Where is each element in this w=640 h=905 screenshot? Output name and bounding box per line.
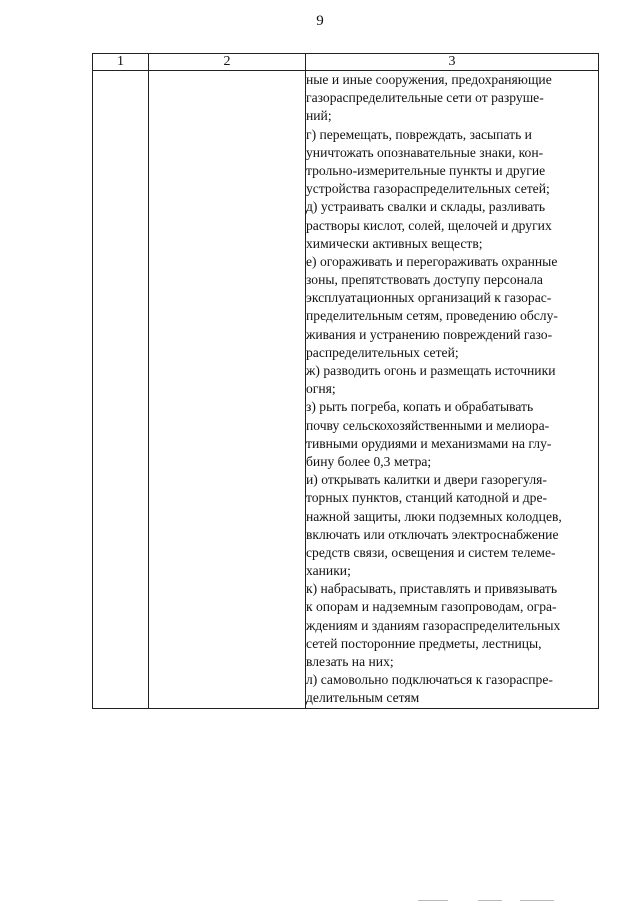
text-line: влезать на них;	[306, 654, 394, 669]
column-header-2: 2	[149, 54, 306, 71]
text-line: устройства газораспределительных сетей;	[306, 181, 550, 197]
column-header-1: 1	[93, 54, 149, 71]
text-line: живания и устранению повреждений газо-	[306, 326, 553, 342]
text-line: ж) разводить огонь и размещать источники	[306, 363, 556, 378]
text-line: ждениям и зданиям газораспределительных	[306, 617, 561, 633]
text-line: к опорам и надземным газопроводам, огра-	[306, 599, 557, 615]
text-line: распределительных сетей;	[306, 344, 459, 360]
text-line: л) самовольно подключаться к газораспре-	[306, 672, 553, 688]
text-line: бину более 0,3 метра;	[306, 453, 432, 469]
text-line: и) открывать калитки и двери газорегуля-	[306, 472, 547, 488]
column-2-cell	[149, 71, 306, 709]
text-line: газораспределительные сети от разруше-	[306, 90, 544, 106]
text-line: з) рыть погреба, копать и обрабатывать	[306, 399, 534, 415]
text-line: растворы кислот, солей, щелочей и других	[306, 217, 552, 233]
text-line: делительным сетям	[306, 690, 420, 706]
text-line: пределительным сетям, проведению обслу-	[306, 308, 558, 324]
scan-artifact	[478, 900, 502, 901]
text-line: нажной защиты, люки подземных колодцев,	[306, 508, 562, 524]
text-line: г) перемещать, повреждать, засыпать и	[306, 126, 532, 142]
text-line: ний;	[306, 108, 332, 124]
page-number: 9	[316, 13, 324, 29]
text-line: ханики;	[306, 563, 351, 579]
text-line: средств связи, освещения и систем телеме-	[306, 544, 556, 560]
text-line: к) набрасывать, приставлять и привязывать	[306, 581, 558, 597]
text-line: огня;	[306, 381, 336, 397]
table-row	[93, 71, 599, 709]
column-3-cell	[306, 71, 599, 709]
text-line: почву сельскохозяйственными и мелиора-	[306, 417, 550, 433]
text-line: торных пунктов, станций катодной и дре-	[306, 490, 548, 506]
text-line: тивными орудиями и механизмами на глу-	[306, 435, 552, 451]
text-line: ные и иные сооружения, предохраняющие	[306, 72, 552, 87]
scan-artifact	[520, 900, 554, 901]
text-line: сетей посторонние предметы, лестницы,	[306, 635, 542, 651]
text-line: эксплуатационных организаций к газорас-	[306, 290, 552, 306]
column-1-cell	[93, 71, 149, 709]
text-line: уничтожать опознавательные знаки, кон-	[306, 144, 544, 160]
table-header-row	[93, 54, 599, 71]
text-line: д) устраивать свалки и склады, разливать	[306, 199, 546, 215]
text-line: е) огораживать и перегораживать охранные	[306, 253, 558, 269]
column-header-3: 3	[306, 54, 599, 71]
text-line: химически активных веществ;	[306, 235, 483, 251]
scan-artifact	[418, 900, 448, 901]
text-line: зоны, препятствовать доступу персонала	[306, 272, 543, 288]
text-line: включать или отключать электроснабжение	[306, 526, 559, 542]
document-table	[92, 53, 599, 709]
text-line: трольно-измерительные пункты и другие	[306, 162, 546, 178]
